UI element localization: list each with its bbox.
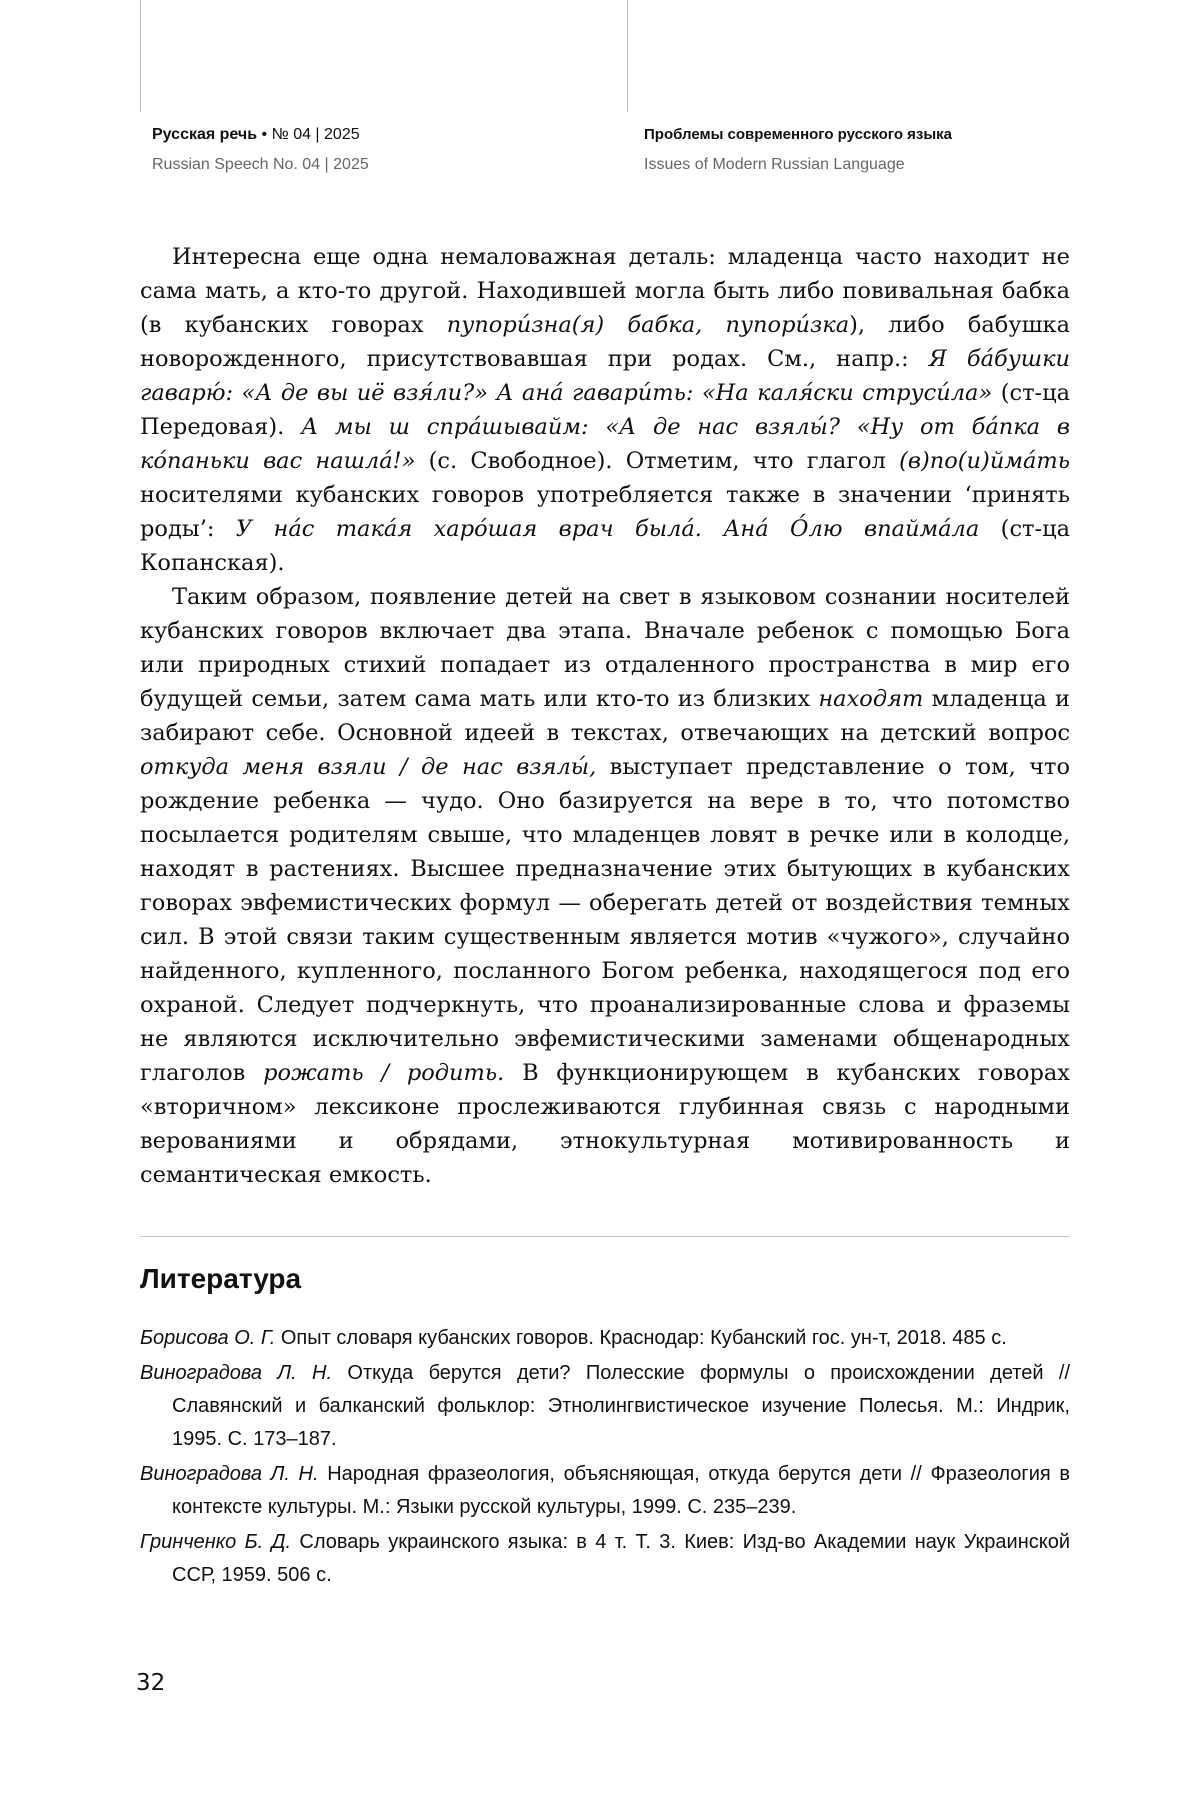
italic-example: находят [818,686,924,712]
bullet: • [261,126,268,143]
paragraph-2 [140,580,1070,1192]
journal-name: Русская речь [152,126,258,143]
reference-item [140,1458,1070,1524]
text-run: В функционирующем в кубанских говорах «вторичном» лексиконе прослеживаются глубинная связь с народными верованиями и обрядами, этнокультурная мотивированность и семантическая емкость. [140,1060,1070,1188]
page-number: 32 [136,1670,166,1696]
reference-text: Народная фразеология, объясняющая, откуда берутся дети // Фразеология в контексте культуры. М.: Языки русской культуры, 1999. С. 235–239. [172,1463,1070,1518]
journal-english: Russian Speech No. 04 | 2025 [152,156,369,173]
reference-text: Опыт словаря кубанских говоров. Краснодар: Кубанский гос. ун-т, 2018. 485 с. [275,1327,1007,1349]
reference-author: Борисова О. Г. [140,1327,276,1349]
italic-example: рожать / родить. [263,1060,505,1086]
section-title: Проблемы современного русского языка [644,126,953,143]
reference-text: Откуда берутся дети? Полесские формулы о происхождении детей // Славянский и балканский фольклор: Этнолингвистическое изучение Полесья. М.: Индрик, 1995. С. 173–187. [172,1362,1071,1450]
section-divider [140,1236,1070,1237]
italic-example: Я ба́бушки гаваpю́: «А де вы иё взя́ли?» А ана́ гавари́ть: «На каля́ски струси́ла» [140,346,1071,406]
header-divider-left [140,0,141,112]
literature-title: Литература [140,1263,302,1294]
italic-example: пупори́зна(я) бабка, пупори́зка [446,312,850,338]
text-run: (ст-ца Копанская). [140,516,1070,576]
text-run: Таким образом, появление детей на свет в языковом сознании носителей кубанских говоров включает два этапа. Вначале ребенок с помощью Бога или природных стихий попадает из отдаленного пространства в мир его будущей семьи, затем сама мать или кто-то из близких [140,584,1070,712]
reference-text: Словарь украинского языка: в 4 т. Т. 3. Киев: Изд-во Академии наук Украинской ССР, 1959. 506 с. [172,1531,1071,1586]
reference-author: Виноградова Л. Н. [140,1463,319,1485]
main-text [140,240,1070,1192]
reference-list [140,1322,1070,1594]
reference-item [140,1526,1070,1592]
issue-number: № 04 | 2025 [271,126,360,143]
header-divider-right [627,0,628,112]
text-run: (с. Свободное). Отметим, что глагол [415,448,900,474]
italic-example: А мы ш спра́шывайм: «А де нас взялы́? «Ну от ба́пка в ко́паньки вас нашла́!» [140,414,1070,474]
reference-item [140,1357,1070,1456]
header-left [152,124,369,176]
italic-example: откуда меня взяли / де нас взялы́, [140,754,597,780]
reference-author: Виноградова Л. Н. [140,1362,333,1384]
paragraph-1 [140,240,1070,580]
text-run: носителями кубанских говоров употребляется также в значении ‘принять роды’: [140,482,1070,542]
header-right [644,124,952,176]
section-english: Issues of Modern Russian Language [644,156,905,173]
reference-item [140,1322,1070,1355]
text-run: (ст-ца Передовая). [140,380,1071,440]
text-run: выступает представление о том, что рождение ребенка — чудо. Оно базируется на вере в то, что потомство посылается родителям свыше, что младенцев ловят в речке или в колодце, находят в растениях. Высшее предназначение этих бытующих в кубанских говорах эвфемистических формул — оберегать детей от воздействия темных сил. В этой связи таким существенным является мотив «чужого», случайно найденного, купленного, посланного Богом ребенка, находящегося под его охраной. Следует подчеркнуть, что проанализированные слова и фраземы не являются исключительно эвфемистическими заменами общенародных глаголов [140,754,1070,1086]
text-run: младенца и забирают себе. Основной идеей в текстах, отвечающих на детский вопрос [140,686,1070,746]
italic-example: (в)по(и)йма́ть [899,448,1070,474]
text-run: Интересна еще одна немаловажная деталь: младенца часто находит не сама мать, а кто-то другой. Находившей могла быть либо повивальная бабка (в кубанских говорах [140,244,1070,338]
italic-example: У на́с така́я харо́шая врач была́. Ана́ О́лю впайма́ла [235,516,980,542]
reference-author: Гринченко Б. Д. [140,1531,292,1553]
text-run: ), либо бабушка новорожденного, присутствовавшая при родах. См., напр.: [140,312,1070,372]
journal-line [152,124,369,146]
